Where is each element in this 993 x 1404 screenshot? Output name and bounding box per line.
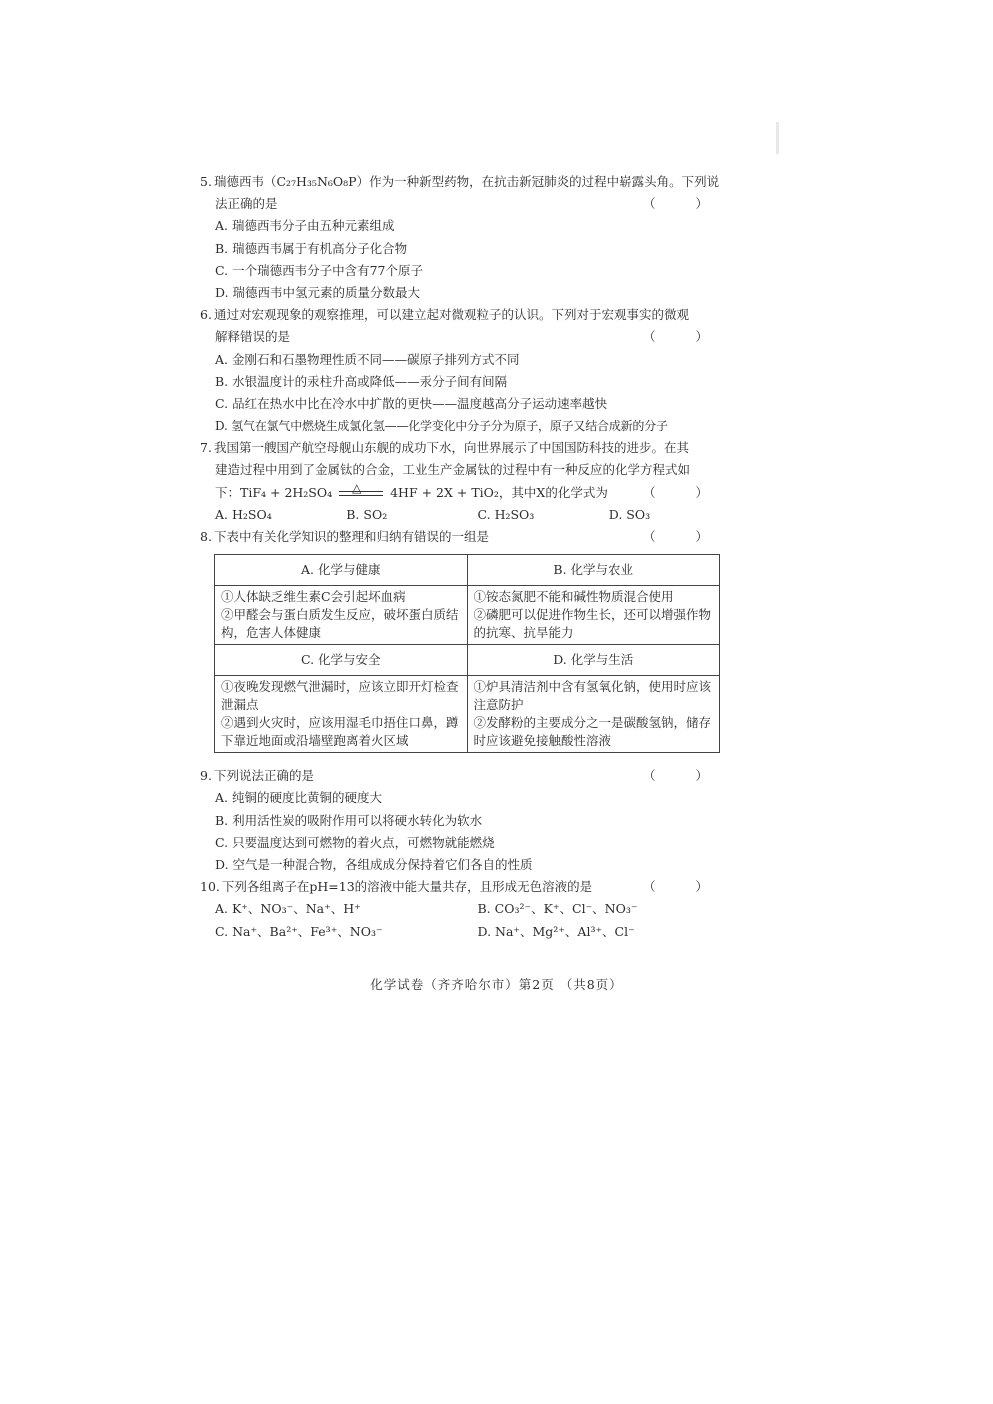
question-number: 9. bbox=[200, 768, 212, 784]
option-c: C. H₂SO₃ bbox=[477, 506, 535, 522]
option-c: C. 品红在热水中比在冷水中扩散的更快——温度越高分子运动速率越快 bbox=[215, 395, 608, 411]
options-row bbox=[200, 921, 740, 943]
question-stem: 下列各组离子在pH=13的溶液中能大量共存，且形成无色溶液的是 bbox=[221, 879, 593, 895]
table-cell-b: ①铵态氮肥不能和碱性物质混合使用 ②磷肥可以促进作物生长，还可以增强作物的抗寒、抗旱能力 bbox=[467, 586, 720, 645]
option-a: A. K⁺、NO₃⁻、Na⁺、H⁺ bbox=[215, 901, 361, 917]
option-b: B. 水银温度计的汞柱升高或降低——汞分子间有间隔 bbox=[215, 373, 508, 389]
option-a: A. 纯铜的硬度比黄铜的硬度大 bbox=[215, 790, 382, 806]
table-cell-d: ①炉具清洁剂中含有氢氧化钠，使用时应该注意防护 ②发酵粉的主要成分之一是碳酸氢钠，储存时应该避免接触酸性溶液 bbox=[467, 676, 720, 753]
option-a: A. 金刚石和石墨物理性质不同——碳原子排列方式不同 bbox=[215, 351, 520, 367]
question-stem: 建造过程中用到了金属钛的合金，工业生产金属钛的过程中有一种反应的化学方程式如 bbox=[215, 462, 691, 478]
question-stem: 瑞德西韦（C₂₇H₃₅N₆O₈P）作为一种新型药物，在抗击新冠肺炎的过程中崭露头角。下列说 bbox=[213, 174, 720, 189]
question-10 bbox=[200, 876, 740, 943]
question-9 bbox=[200, 765, 740, 876]
question-7 bbox=[200, 437, 740, 526]
question-stem: 法正确的是 bbox=[215, 196, 278, 212]
question-stem: 下表中有关化学知识的整理和归纳有错误的一组是 bbox=[213, 529, 489, 544]
question-number: 10. bbox=[200, 879, 220, 895]
question-5 bbox=[200, 171, 740, 304]
option-d: D. SO₃ bbox=[608, 506, 651, 522]
option-d: D. 氢气在氯气中燃烧生成氯化氢——化学变化中分子分为原子，原子又结合成新的分子 bbox=[215, 419, 668, 434]
question-number: 6. bbox=[200, 307, 212, 323]
option-b: B. SO₂ bbox=[346, 506, 388, 522]
question-stem: 通过对宏观现象的观察推理，可以建立起对微观粒子的认识。下列对于宏观事实的微观 bbox=[213, 307, 689, 323]
heat-icon: △ bbox=[352, 480, 362, 495]
table-cell-a: ①人体缺乏维生素C会引起坏血病 ②甲醛会与蛋白质发生反应，破坏蛋白质结构，危害人体健康 bbox=[215, 586, 468, 645]
option-d: D. Na⁺、Mg²⁺、Al³⁺、Cl⁻ bbox=[477, 923, 635, 939]
question-8 bbox=[200, 526, 740, 753]
table-header-a: A. 化学与健康 bbox=[215, 555, 468, 586]
answer-bracket: （ ） bbox=[643, 529, 726, 544]
option-b: B. 利用活性炭的吸附作用可以将硬水转化为软水 bbox=[215, 812, 483, 828]
option-c: C. 一个瑞德西韦分子中含有77个原子 bbox=[215, 262, 423, 278]
table-header-d: D. 化学与生活 bbox=[467, 645, 720, 676]
reaction-arrow bbox=[336, 482, 386, 504]
equation-reactants: 下：TiF₄ + 2H₂SO₄ bbox=[215, 484, 333, 500]
option-b: B. 瑞德西韦属于有机高分子化合物 bbox=[215, 240, 408, 256]
option-d: D. 空气是一种混合物，各组成成分保持着它们各自的性质 bbox=[215, 856, 533, 872]
option-b: B. CO₃²⁻、K⁺、Cl⁻、NO₃⁻ bbox=[477, 901, 638, 917]
question-6 bbox=[200, 304, 740, 437]
table-header-b: B. 化学与农业 bbox=[467, 555, 720, 586]
question-number: 5. bbox=[200, 174, 212, 189]
question-stem: 解释错误的是 bbox=[215, 329, 291, 345]
option-a: A. H₂SO₄ bbox=[215, 506, 272, 522]
answer-bracket: （ ） bbox=[643, 196, 726, 212]
question-number: 7. bbox=[200, 440, 212, 456]
answer-bracket: （ ） bbox=[643, 879, 726, 895]
page-footer: 化学试卷（齐齐哈尔市）第2页 （共8页） bbox=[370, 977, 623, 992]
options-row bbox=[200, 504, 740, 526]
option-a: A. 瑞德西韦分子由五种元素组成 bbox=[215, 218, 395, 234]
answer-bracket: （ ） bbox=[643, 768, 726, 784]
question-stem: 我国第一艘国产航空母舰山东舰的成功下水，向世界展示了中国国防科技的进步。在其 bbox=[213, 440, 689, 456]
table-header-c: C. 化学与安全 bbox=[215, 645, 468, 676]
option-d: D. 瑞德西韦中氢元素的质量分数最大 bbox=[215, 284, 421, 300]
option-c: C. 只要温度达到可燃物的着火点，可燃物就能燃烧 bbox=[215, 834, 495, 850]
question-area bbox=[200, 171, 740, 943]
question-stem: 下列说法正确的是 bbox=[213, 768, 314, 784]
options-row bbox=[200, 898, 740, 920]
knowledge-table bbox=[214, 554, 720, 753]
option-c: C. Na⁺、Ba²⁺、Fe³⁺、NO₃⁻ bbox=[215, 923, 383, 939]
table-cell-c: ①夜晚发现燃气泄漏时，应该立即开灯检查泄漏点 ②遇到火灾时，应该用湿毛巾捂住口鼻，蹲下靠近地面或沿墙壁跑离着火区域 bbox=[215, 676, 468, 753]
scan-artifact bbox=[776, 122, 779, 154]
equation-products: 4HF + 2X + TiO₂，其中X的化学式为 bbox=[390, 484, 608, 500]
answer-bracket: （ ） bbox=[643, 484, 726, 500]
question-number: 8. bbox=[200, 529, 212, 544]
answer-bracket: （ ） bbox=[643, 329, 726, 345]
